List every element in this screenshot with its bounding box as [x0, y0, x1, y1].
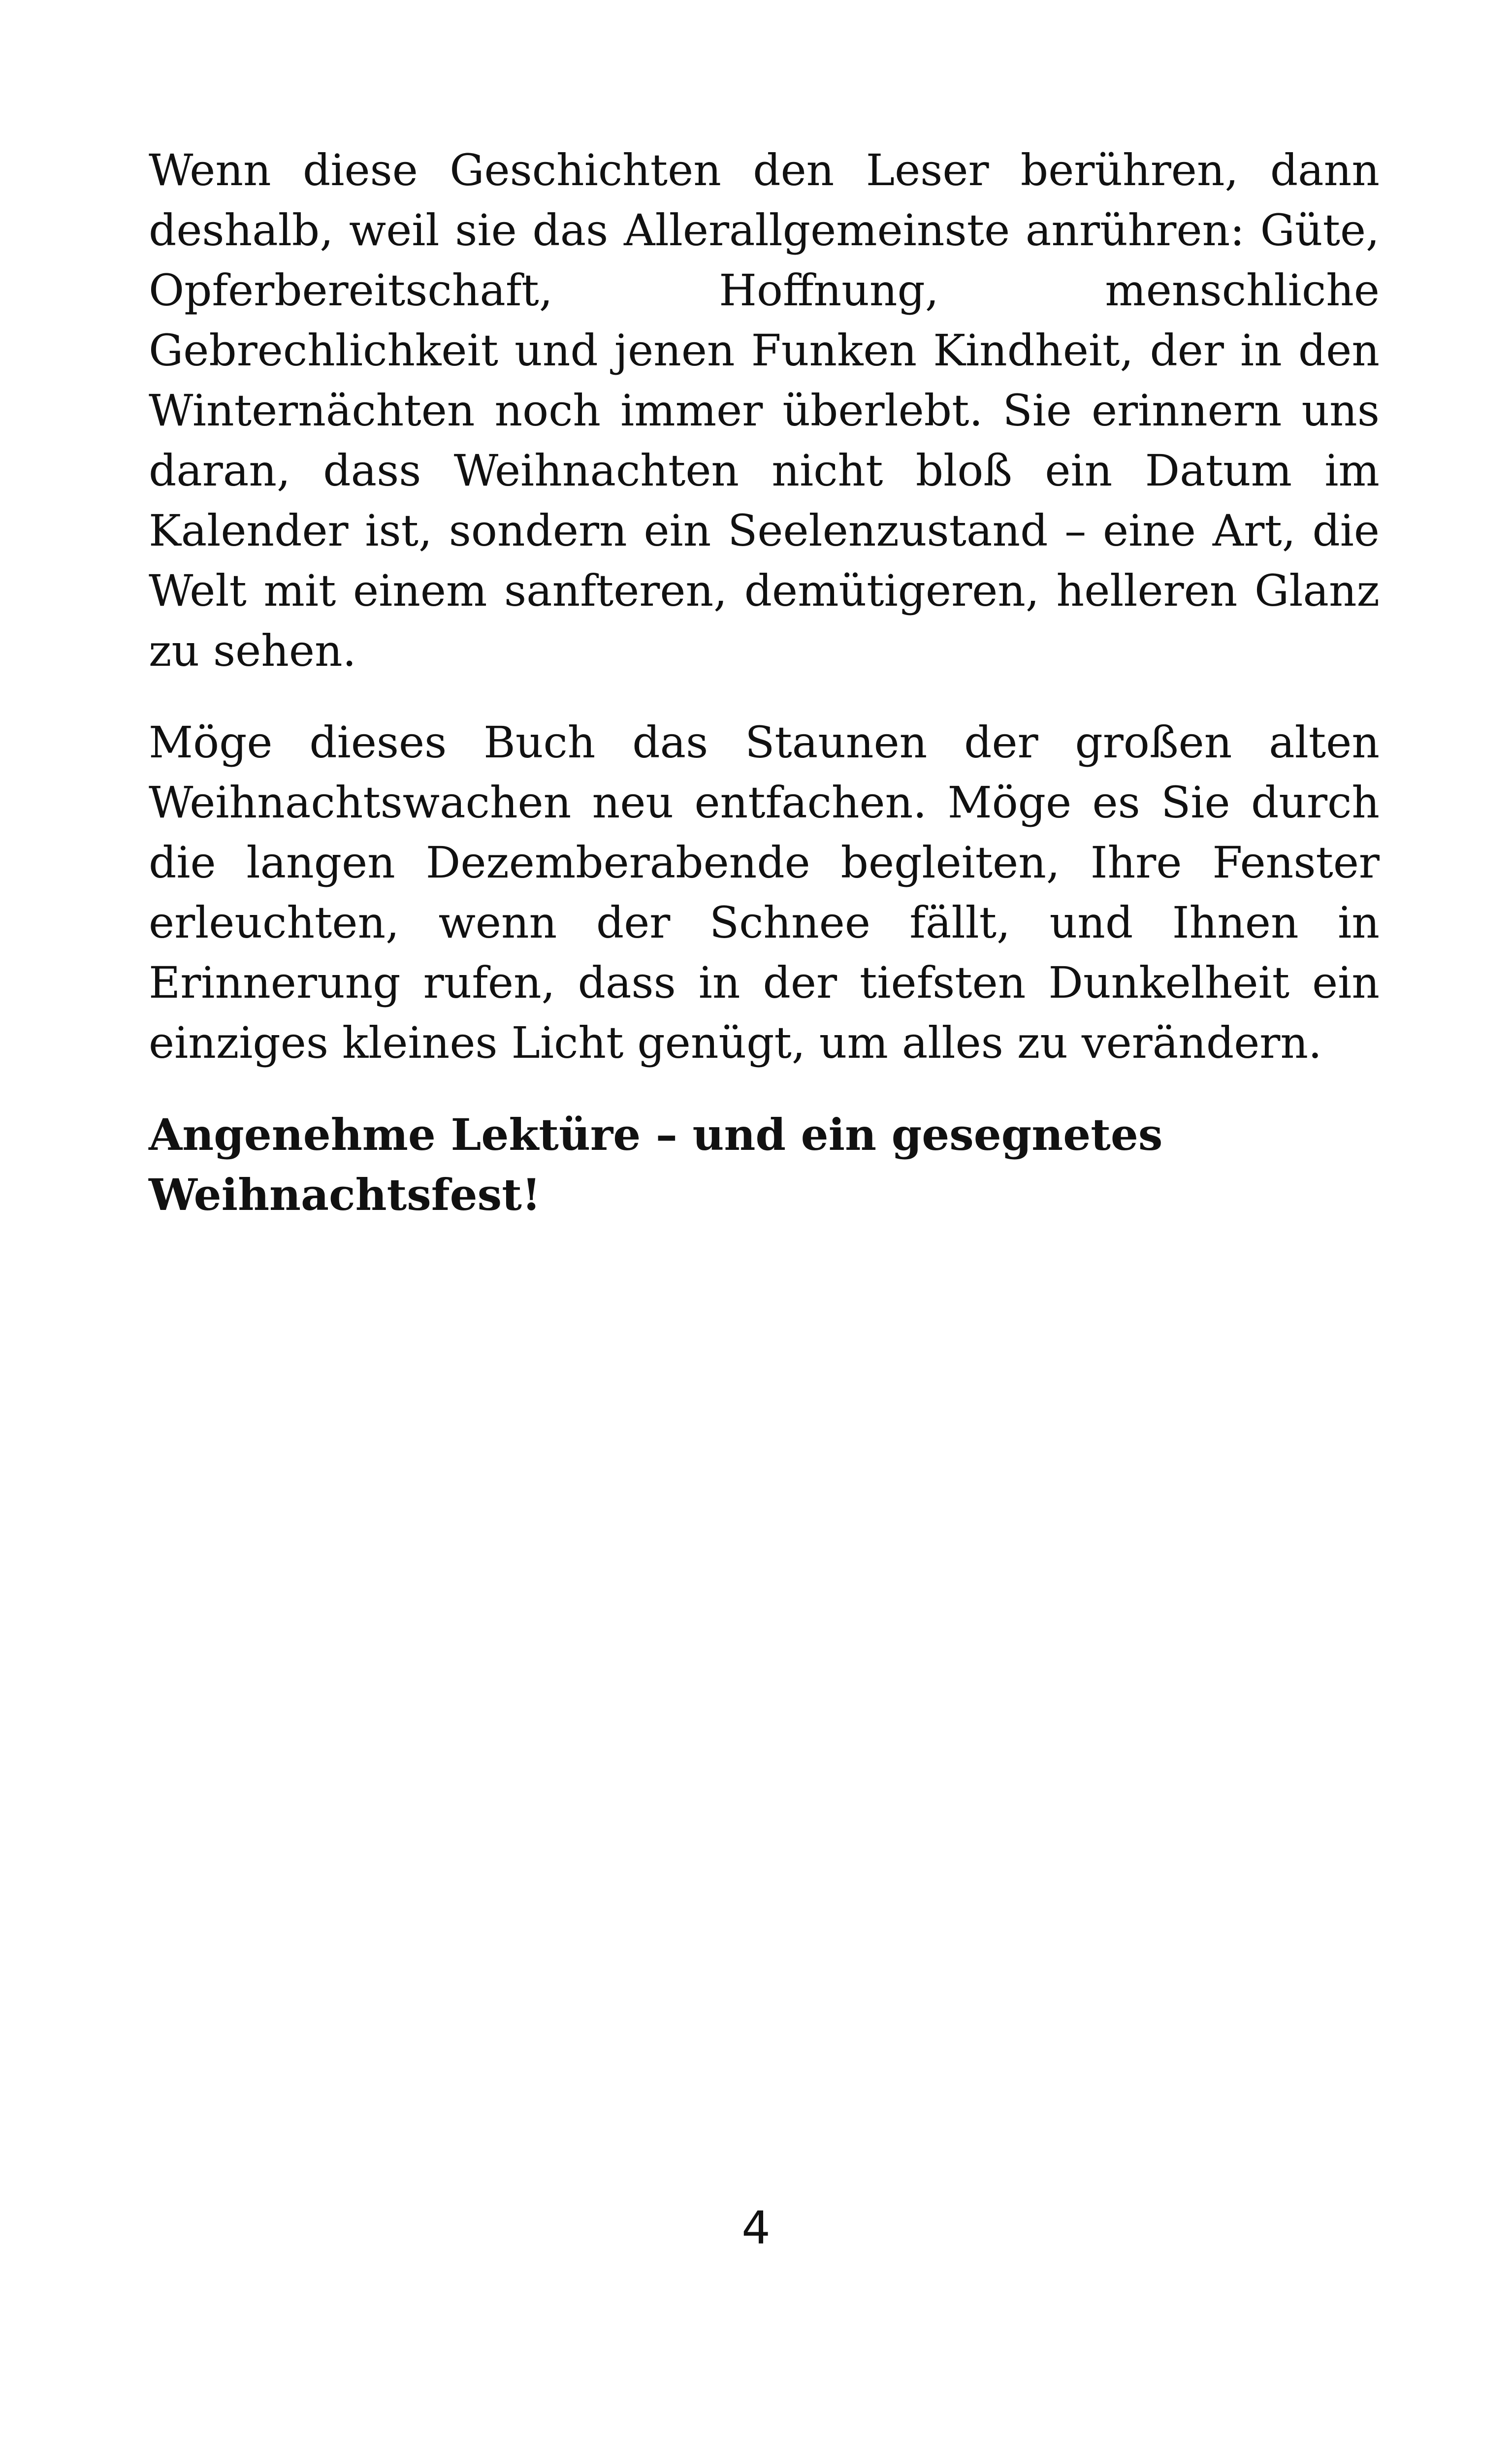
closing-line: Angenehme Lektüre – und ein gesegnetes Weihnachtsfest! — [149, 1109, 1163, 1220]
paragraph: Möge dieses Buch das Staunen der großen alten Weihnachtswachen neu entfachen. Möge es Sie durch die langen Dezemberabende begleiten, Ihre Fenster erleuchten, wenn der Schnee fällt, und Ihnen in Erinnerung rufen, dass in der tiefsten Dunkelheit ein einziges kleines Licht genügt, um alles zu verändern. — [149, 717, 1380, 1068]
page-number: 4 — [741, 2202, 771, 2254]
body-text — [149, 140, 1380, 1256]
paragraph: Wenn diese Geschichten den Leser berühren, dann deshalb, weil sie das Allerallgemeinste anrühren: Güte, Opferbereitschaft, Hoffnung, menschliche Gebrechlichkeit und jenen Funken Kindheit, der in den Winternächten noch immer überlebt. Sie erinnern uns daran, dass Weihnachten nicht bloß ein Datum im Kalender ist, sondern ein Seelenzustand – eine Art, die Welt mit einem sanfteren, demütigeren, helleren Glanz zu sehen. — [149, 145, 1380, 676]
